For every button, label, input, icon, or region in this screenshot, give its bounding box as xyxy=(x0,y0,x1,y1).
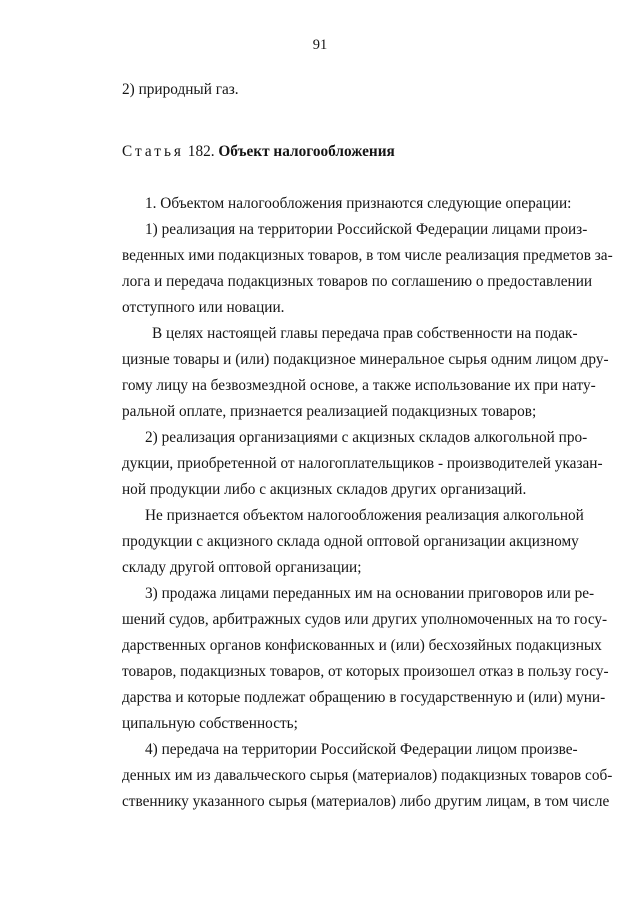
paragraph-line: 2) реализация организациями с акцизных складов алкогольной про- xyxy=(145,429,588,446)
paragraph-line: ципальную собственность; xyxy=(122,715,298,732)
paragraph-line: складу другой оптовой организации; xyxy=(122,559,362,576)
paragraph-line: денных им из давальческого сырья (материалов) подакцизных товаров соб- xyxy=(122,767,613,784)
paragraph-line: шений судов, арбитражных судов или других уполномоченных на то госу- xyxy=(122,611,608,628)
paragraph-line: 4) передача на территории Российской Федерации лицом произве- xyxy=(145,741,578,758)
paragraph-line: лога и передача подакцизных товаров по соглашению о предоставлении xyxy=(122,273,593,290)
page-number: 91 xyxy=(312,37,328,53)
paragraph-line: гому лицу на безвозмездной основе, а также использование их при нату- xyxy=(122,377,596,394)
article-number: 182. xyxy=(187,143,215,160)
paragraph-line: отступного или новации. xyxy=(122,299,285,316)
paragraph-line: дукции, приобретенной от налогоплательщиков - производителей указан- xyxy=(122,455,603,472)
paragraph-line: продукции с акцизного склада одной оптовой организации акцизному xyxy=(122,533,579,550)
article-title: Объект налогообложения xyxy=(218,143,395,160)
paragraph-line: товаров, подакцизных товаров, от которых произошел отказ в пользу госу- xyxy=(122,663,609,680)
paragraph-line: ной продукции либо с акцизных складов других организаций. xyxy=(122,481,527,498)
paragraph-line: Не признается объектом налогообложения реализация алкогольной xyxy=(145,507,584,524)
paragraph-line: дарственных органов конфискованных и (или) бесхозяйных подакцизных xyxy=(122,637,602,654)
paragraph-line: 1. Объектом налогообложения признаются следующие операции: xyxy=(145,195,572,212)
list-item-natural-gas: 2) природный газ. xyxy=(122,81,239,98)
paragraph-line: В целях настоящей главы передача прав собственности на подак- xyxy=(152,325,578,342)
paragraph-line: веденных ими подакцизных товаров, в том числе реализация предметов за- xyxy=(122,247,613,264)
paragraph-line: дарства и которые подлежат обращению в государственную и (или) муни- xyxy=(122,689,606,706)
paragraph-line: 3) продажа лицами переданных им на основании приговоров или ре- xyxy=(145,585,595,602)
paragraph-line: 1) реализация на территории Российской Федерации лицами произ- xyxy=(145,221,588,238)
paragraph-line: ральной оплате, признается реализацией подакцизных товаров; xyxy=(122,403,537,420)
paragraph-line: цизные товары и (или) подакцизное минеральное сырья одним лицом дру- xyxy=(122,351,609,368)
article-label: Статья xyxy=(122,143,184,160)
article-heading xyxy=(122,142,395,162)
paragraph-line: ственнику указанного сырья (материалов) либо другим лицам, в том числе xyxy=(122,793,610,810)
